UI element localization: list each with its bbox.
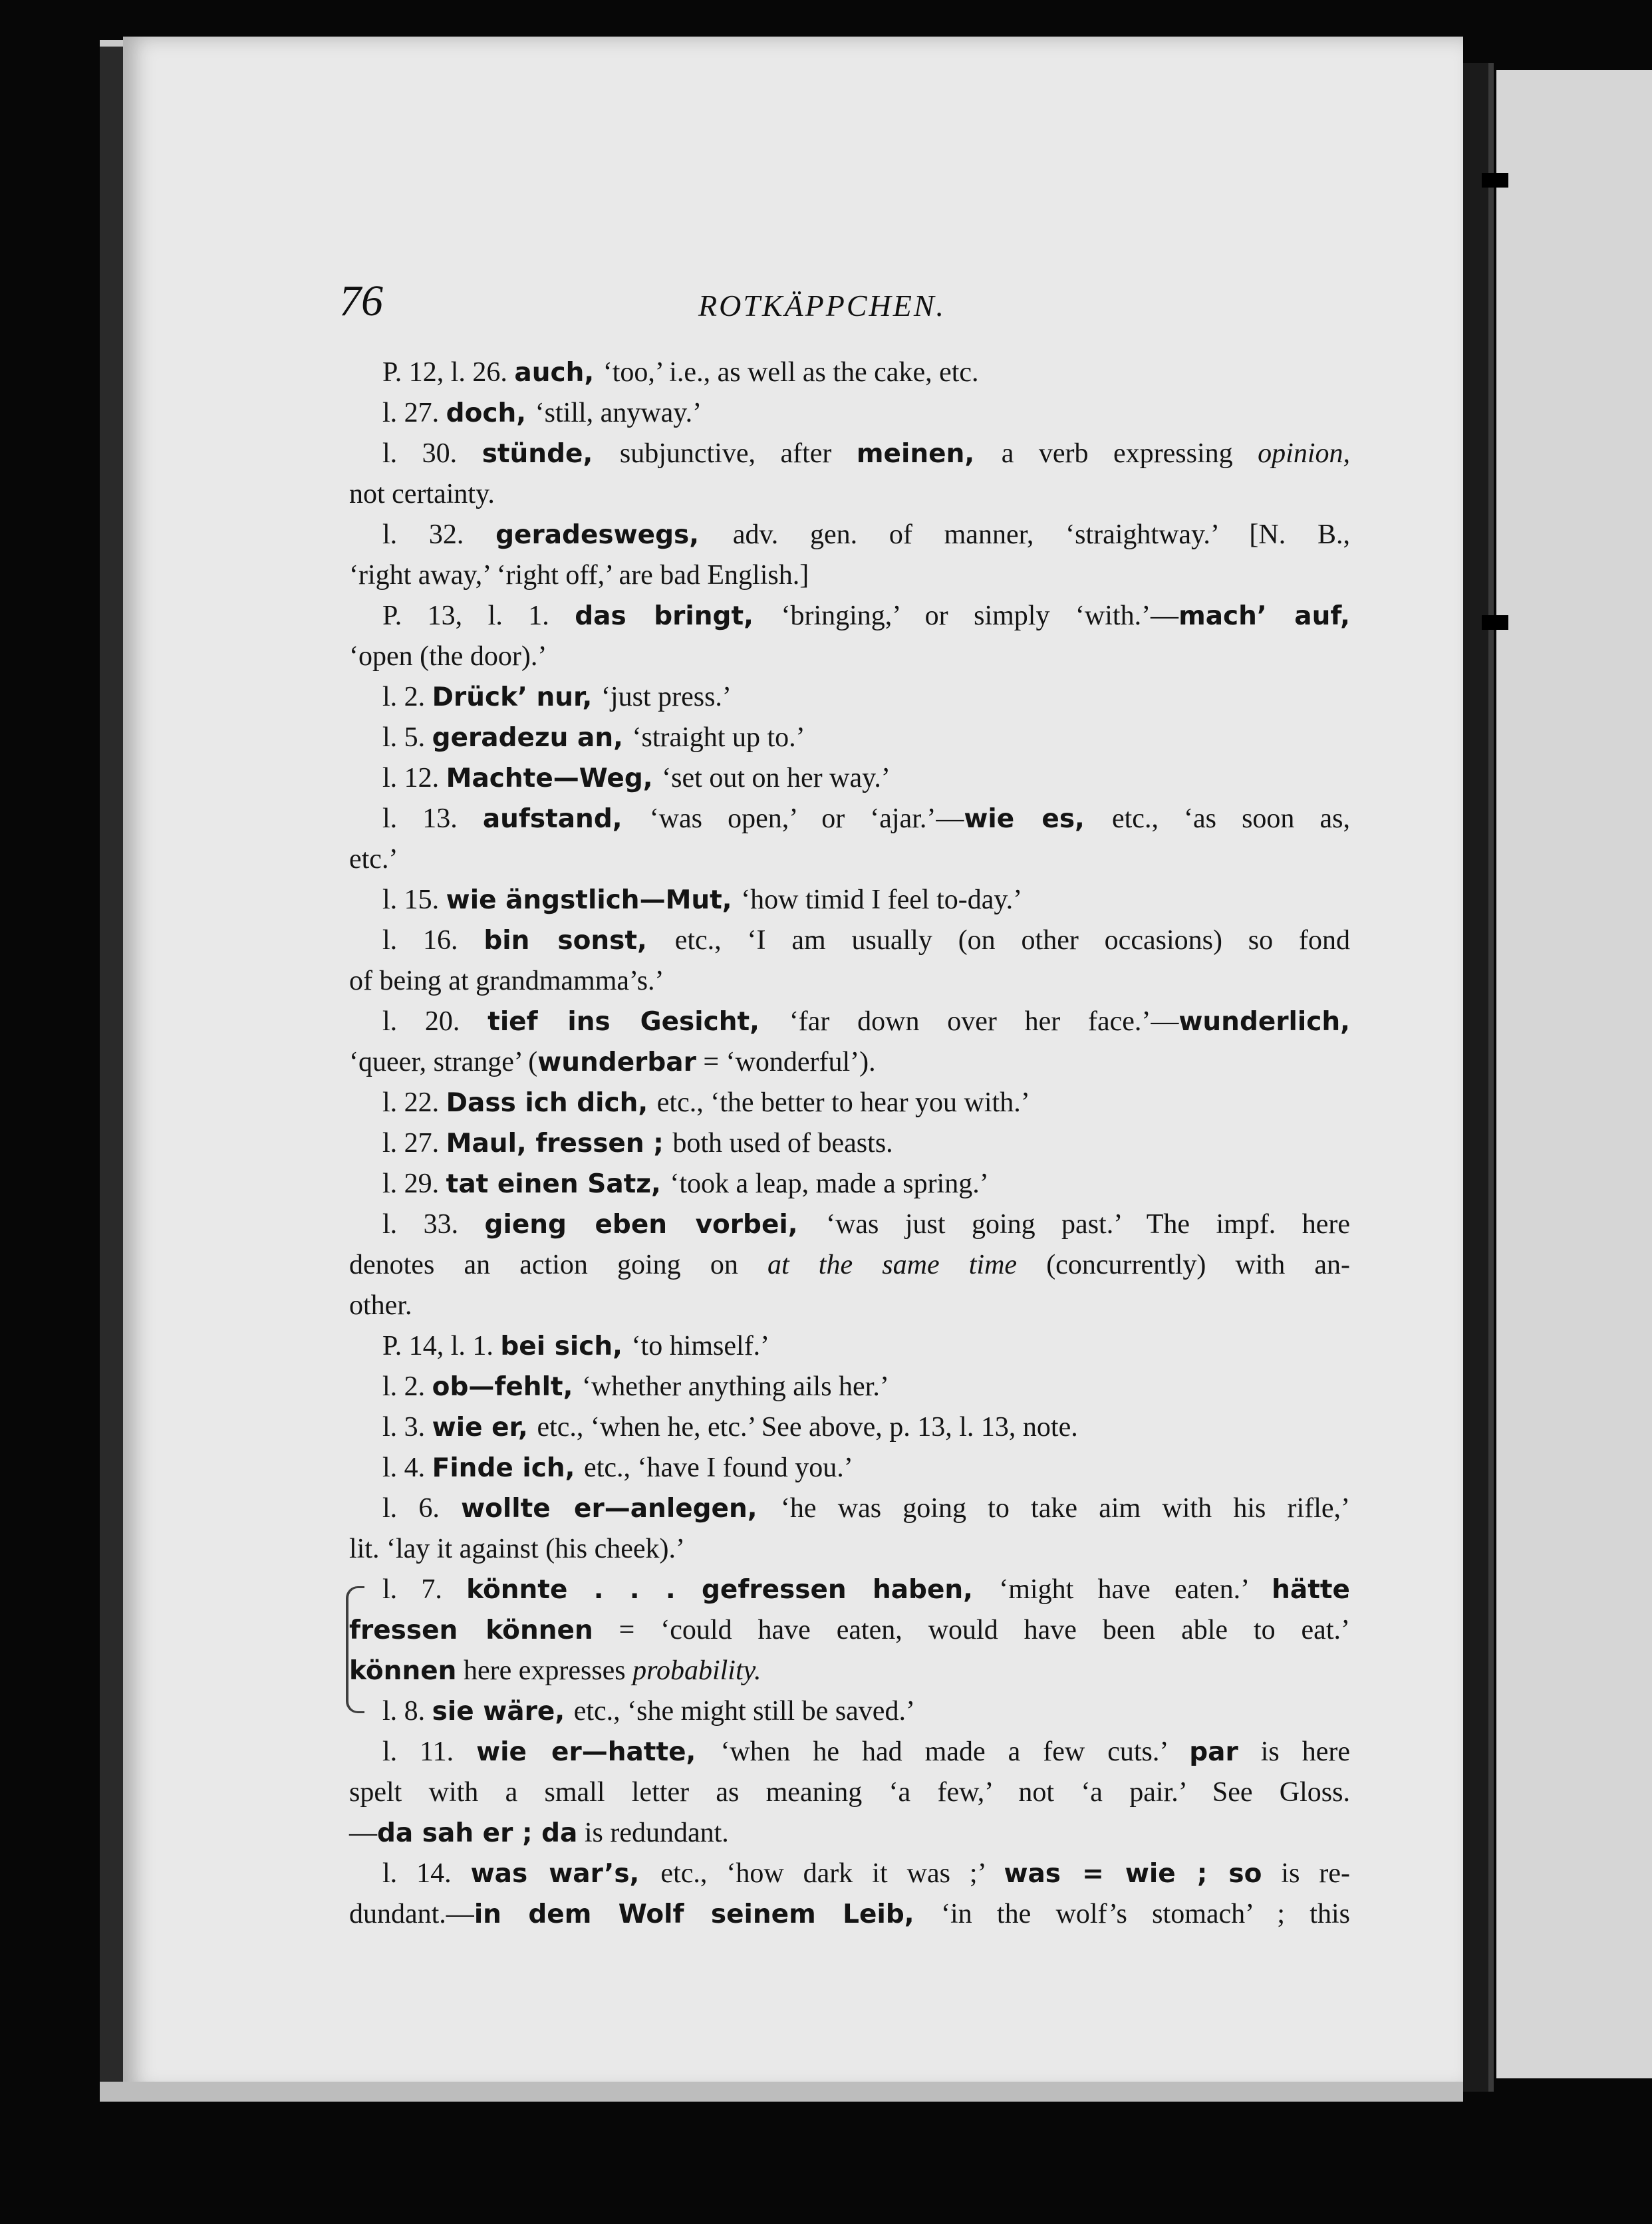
note-text: = ‘could have eaten, would have been able to eat.’ — [593, 1615, 1350, 1645]
note-line — [349, 1610, 1350, 1651]
note-text: l. 14. — [382, 1858, 471, 1889]
note-line — [349, 1894, 1350, 1935]
note-text: ‘set out on her way.’ — [662, 763, 891, 793]
note-text: l. 5. — [382, 722, 432, 753]
note-text: ‘to himself.’ — [631, 1331, 770, 1361]
note-line — [349, 352, 1350, 393]
note-text: l. 20. — [382, 1006, 488, 1037]
note-text: is re- — [1262, 1858, 1351, 1889]
note-text: ‘just press.’ — [601, 682, 732, 712]
german-term: stünde, — [482, 439, 620, 469]
german-term: wie er, — [432, 1413, 537, 1443]
note-line — [349, 515, 1350, 555]
note-line — [349, 1083, 1350, 1123]
note-text: l. 7. — [382, 1574, 467, 1605]
note-text: ‘right away,’ ‘right off,’ are bad English.] — [349, 560, 809, 591]
note-text: l. 29. — [382, 1169, 446, 1199]
note-text: ‘queer, strange’ ( — [349, 1047, 538, 1077]
note-text: l. 16. — [382, 925, 484, 956]
german-term: wunderbar — [537, 1047, 696, 1077]
note-line — [349, 799, 1350, 839]
german-term: sie wäre, — [432, 1697, 574, 1727]
german-term: tat einen Satz, — [446, 1169, 670, 1199]
note-text: l. 2. — [382, 1371, 432, 1402]
note-text: ‘might have eaten.’ — [999, 1574, 1272, 1605]
note-text: l. 12. — [382, 763, 446, 793]
german-term: wunderlich, — [1178, 1007, 1350, 1037]
note-text: l. 4. — [382, 1453, 432, 1483]
german-term: bin sonst, — [483, 926, 675, 956]
note-text: lit. ‘lay it against (his cheek).’ — [349, 1534, 686, 1564]
note-text: l. 15. — [382, 885, 446, 915]
note-line — [349, 596, 1350, 636]
note-text: other. — [349, 1290, 412, 1321]
german-term: Maul, fressen ; — [446, 1129, 673, 1159]
note-text: ‘too,’ i.e., as well as the cake, etc. — [603, 357, 979, 388]
german-term: in dem Wolf seinem Leib, — [474, 1899, 941, 1929]
german-term: wie er—hatte, — [476, 1737, 721, 1767]
note-text: here expresses — [456, 1655, 633, 1686]
note-text: ‘still, anyway.’ — [535, 398, 702, 428]
german-term: fressen können — [349, 1615, 593, 1645]
note-line — [349, 1042, 1350, 1083]
note-line — [349, 1367, 1350, 1407]
german-term: wie es, — [964, 804, 1112, 834]
note-line — [349, 920, 1350, 961]
note-line — [349, 1732, 1350, 1772]
note-text: ‘open (the door).’ — [349, 641, 547, 672]
german-term: können — [349, 1656, 457, 1686]
note-line — [349, 1002, 1350, 1042]
note-line — [349, 961, 1350, 1002]
german-term: wie ängstlich—Mut, — [446, 885, 742, 915]
german-term: bei sich, — [500, 1331, 632, 1361]
note-line — [349, 1448, 1350, 1488]
note-line — [349, 1326, 1350, 1367]
german-term: Finde ich, — [432, 1453, 585, 1483]
note-line — [349, 1854, 1350, 1894]
german-term: da sah er ; da — [377, 1818, 578, 1848]
note-text: l. 6. — [382, 1493, 462, 1524]
italic-text: probability. — [632, 1655, 761, 1686]
german-term: tief ins Gesicht, — [487, 1007, 789, 1037]
note-text: etc., ‘the better to hear you with.’ — [656, 1087, 1030, 1118]
note-line — [349, 636, 1350, 677]
note-text: etc., ‘how dark it was ;’ — [660, 1858, 1004, 1889]
german-term: auch, — [514, 358, 603, 388]
german-term: meinen, — [856, 439, 1002, 469]
note-text: etc.’ — [349, 844, 398, 875]
note-text: a verb expressing — [1001, 438, 1258, 469]
note-text: P. 12, l. 26. — [382, 357, 515, 388]
note-text: ‘was open,’ or ‘ajar.’— — [649, 803, 964, 834]
german-term: Machte—Weg, — [446, 764, 662, 793]
note-text: subjunctive, after — [619, 438, 857, 469]
german-term: mach’ auf, — [1178, 601, 1350, 631]
note-text: — — [349, 1818, 377, 1848]
note-text: ‘straight up to.’ — [632, 722, 805, 753]
page-number: 76 — [339, 277, 383, 325]
note-line — [349, 1488, 1350, 1529]
margin-bracket-mark — [346, 1586, 364, 1713]
note-text: ‘whether anything ails her.’ — [581, 1371, 889, 1402]
note-text: is redundant. — [577, 1818, 729, 1848]
note-line — [349, 434, 1350, 474]
running-title: ROTKÄPPCHEN. — [698, 289, 946, 323]
note-line — [349, 1651, 1350, 1691]
note-line — [349, 393, 1350, 434]
note-text: ‘was just going past.’ The impf. here — [826, 1209, 1351, 1240]
note-text: of being at grandmamma’s.’ — [349, 966, 664, 996]
note-line — [349, 1407, 1350, 1448]
german-term: was = wie ; so — [1004, 1859, 1262, 1889]
note-text: ‘when he had made a few cuts.’ — [720, 1737, 1190, 1767]
note-text: not certainty. — [349, 479, 495, 509]
note-text: P. 14, l. 1. — [382, 1331, 501, 1361]
german-term: doch, — [446, 398, 535, 428]
note-text: adv. gen. of manner, ‘straightway.’ [N. B., — [732, 519, 1350, 550]
note-line — [349, 1286, 1350, 1326]
italic-text: opinion, — [1258, 438, 1351, 469]
note-line — [349, 839, 1350, 880]
note-text: ‘far down over her face.’— — [789, 1006, 1179, 1037]
note-text: etc., ‘have I found you.’ — [584, 1453, 853, 1483]
german-term: geradeswegs, — [495, 520, 733, 550]
note-text: l. 27. — [382, 1128, 446, 1159]
note-text: l. 3. — [382, 1412, 432, 1443]
note-line — [349, 1570, 1350, 1610]
german-term: gieng eben vorbei, — [484, 1210, 827, 1240]
note-text: ‘bringing,’ or simply ‘with.’— — [781, 601, 1179, 631]
note-text: ‘he was going to take aim with his rifle,’ — [780, 1493, 1350, 1524]
note-text: P. 13, l. 1. — [382, 601, 575, 631]
note-text: (concurrently) with an- — [1017, 1250, 1350, 1280]
note-text: etc., ‘as soon as, — [1112, 803, 1350, 834]
note-text: l. 13. — [382, 803, 483, 834]
note-line — [349, 1772, 1350, 1813]
note-text: dundant.— — [349, 1899, 474, 1929]
note-text: = ‘wonderful’). — [696, 1047, 876, 1077]
note-text: etc., ‘I am usually (on other occasions) so fond — [674, 925, 1350, 956]
note-line — [349, 1204, 1350, 1245]
german-term: Drück’ nur, — [432, 682, 601, 712]
note-line — [349, 1691, 1350, 1732]
note-text: l. 27. — [382, 398, 446, 428]
note-text: ‘in the wolf’s stomach’ ; this — [940, 1899, 1350, 1929]
page-header — [339, 276, 1350, 336]
german-term: hätte — [1272, 1575, 1350, 1605]
note-line — [349, 1529, 1350, 1570]
note-line — [349, 1164, 1350, 1204]
german-term: was war’s, — [470, 1859, 661, 1889]
german-term: Dass ich dich, — [446, 1088, 657, 1118]
note-line — [349, 1123, 1350, 1164]
note-text: ‘took a leap, made a spring.’ — [670, 1169, 989, 1199]
german-term: par — [1189, 1737, 1238, 1767]
note-line — [349, 555, 1350, 596]
note-text: is here — [1238, 1737, 1350, 1767]
note-line — [349, 880, 1350, 920]
note-text: denotes an action going on — [349, 1250, 767, 1280]
german-term: aufstand, — [482, 804, 650, 834]
note-text: l. 30. — [382, 438, 482, 469]
note-text: l. 8. — [382, 1696, 432, 1727]
note-text: l. 32. — [382, 519, 496, 550]
italic-text: at the same time — [767, 1250, 1018, 1280]
notes-body — [349, 352, 1350, 1935]
note-text: both used of beasts. — [672, 1128, 893, 1159]
note-line — [349, 1813, 1350, 1854]
note-text: l. 33. — [382, 1209, 485, 1240]
german-term: könnte . . . gefressen haben, — [466, 1575, 1000, 1605]
note-line — [349, 474, 1350, 515]
note-text: l. 22. — [382, 1087, 446, 1118]
german-term: geradezu an, — [432, 723, 632, 753]
german-term: ob—fehlt, — [432, 1372, 582, 1402]
note-text: etc., ‘she might still be saved.’ — [573, 1696, 915, 1727]
note-line — [349, 718, 1350, 758]
note-line — [349, 677, 1350, 718]
german-term: wollte er—anlegen, — [461, 1494, 781, 1524]
note-text: l. 2. — [382, 682, 432, 712]
note-line — [349, 758, 1350, 799]
note-text: etc., ‘when he, etc.’ See above, p. 13, l. 13, note. — [537, 1412, 1078, 1443]
note-line — [349, 1245, 1350, 1286]
note-text: l. 11. — [382, 1737, 477, 1767]
german-term: das bringt, — [575, 601, 781, 631]
note-text: ‘how timid I feel to-day.’ — [741, 885, 1023, 915]
note-text: spelt with a small letter as meaning ‘a few,’ not ‘a pair.’ See Gloss. — [349, 1777, 1350, 1808]
